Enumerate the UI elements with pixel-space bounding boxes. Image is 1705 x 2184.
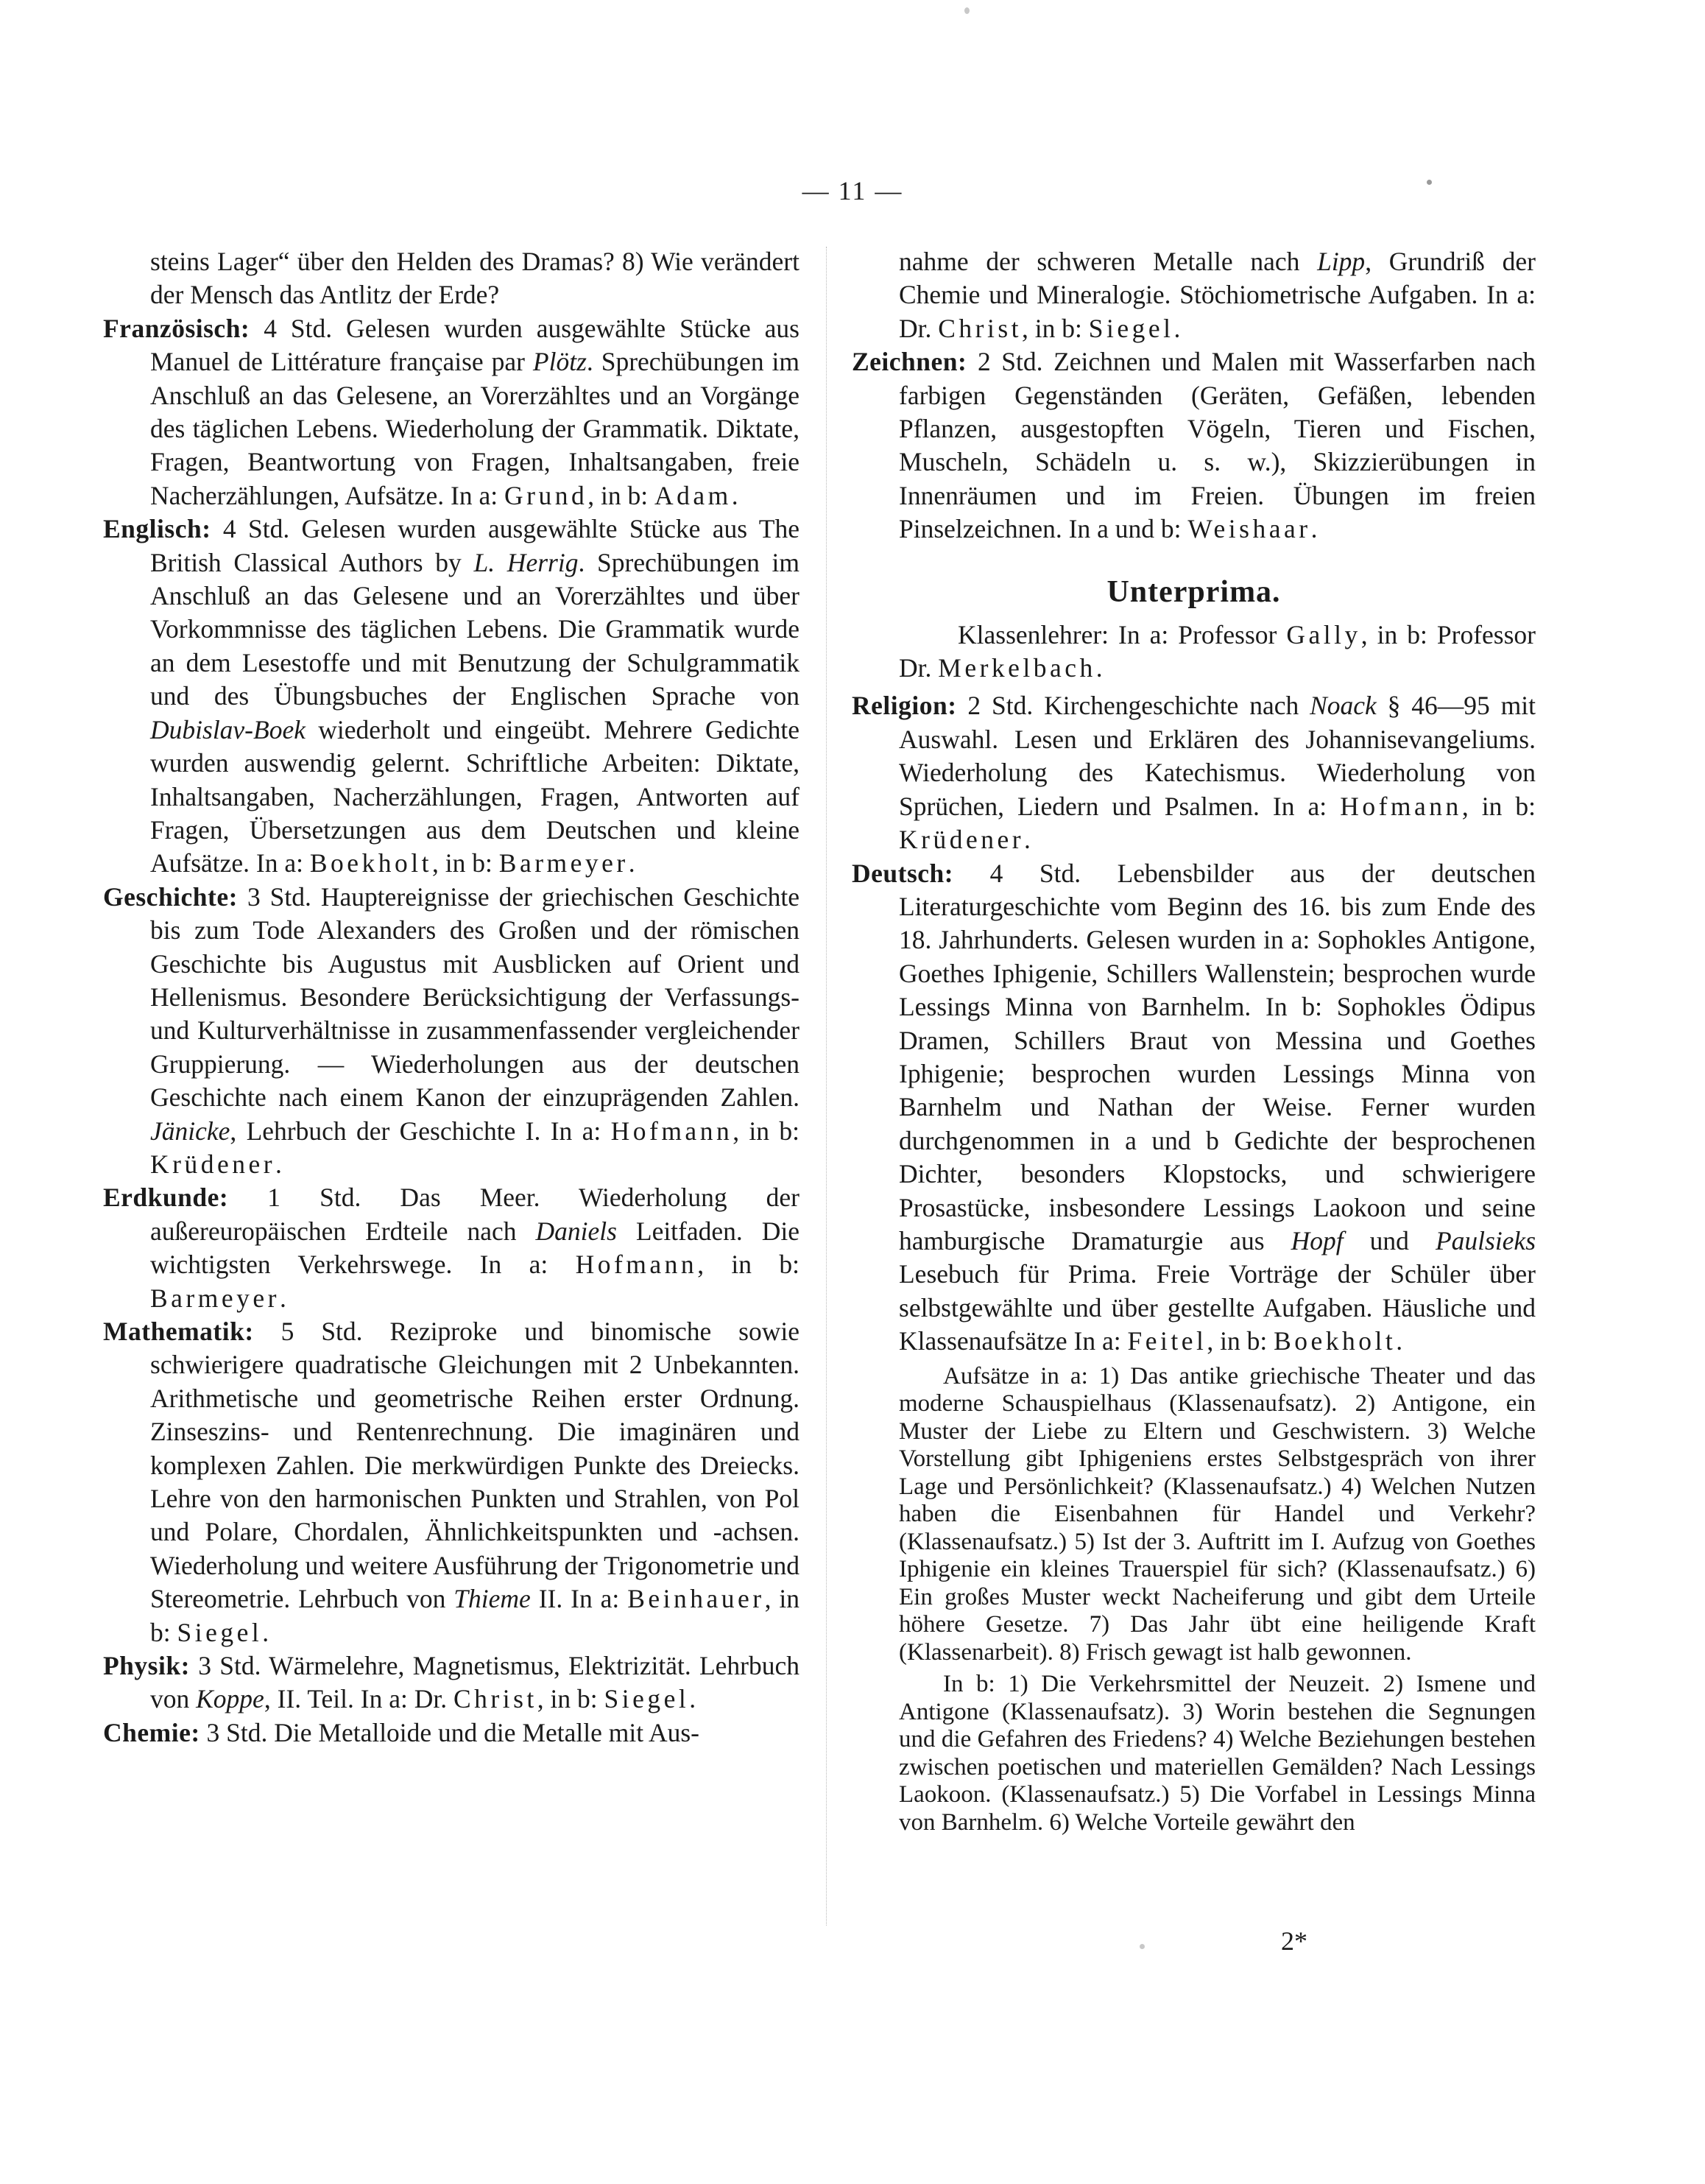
- subject-text: 3 Std. Die Metalloide und die Metalle mit Aus-: [200, 1717, 700, 1747]
- subject-text: Leitfaden. Die wichtigsten Verkehrswege. In a:: [150, 1216, 799, 1280]
- teacher-label: , in b: Professor Dr.: [899, 619, 1536, 683]
- subject-text: 1 Std. Das Meer. Wiederholung der außereuropäischen Erdteile nach: [150, 1183, 799, 1246]
- author-name: Hopf: [1291, 1225, 1344, 1255]
- author-name: Plötz: [532, 347, 587, 377]
- subject-heading: Mathematik:: [103, 1317, 254, 1346]
- teacher-name: Merkelbach: [938, 653, 1096, 683]
- section-heading: Unterprima.: [1106, 574, 1281, 609]
- subject-physik: [103, 1649, 799, 1716]
- subject-text: 5 Std. Reziproke und binomische sowie schwierigere quadratische Gleichungen mit 2 Unbekannten. Arithmetische und geometrische Reihen erster Ordnung. Zinseszins- und Rentenrechnung. Die imaginären und komplexen Zahlen. Die merkwürdigen Punkte des Dreiecks. Lehre von den harmonischen Punkten und Strahlen, von Pol und Polare, Chordalen, Ähnlichkeitspunkten und -achsen. Wiederholung und weitere Ausführung der Trigonometrie und Stereometrie. Lehrbuch von: [150, 1317, 799, 1614]
- subject-text: .: [731, 480, 738, 510]
- teacher-name: Hofmann: [1340, 791, 1462, 821]
- subject-text: 3 Std. Wärmelehre, Magnetismus, Elektrizität. Lehrbuch von: [150, 1651, 799, 1714]
- teacher-name: Hofmann: [575, 1250, 698, 1280]
- teacher-name: Christ: [938, 313, 1023, 343]
- print-speck: [964, 7, 970, 14]
- subject-mathematik: [103, 1315, 799, 1649]
- subject-heading: Zeichnen:: [852, 347, 967, 377]
- teacher-name: Krüdener: [899, 825, 1025, 855]
- subject-text: . Sprechübungen im Anschluß an das Gelesene, an Vorerzähltes und an Vorgänge des täglichen Lebens. Wiederholung der Grammatik. Diktate, Fragen, Beantwortung von Fragen, Inhaltsangaben, freie Nacherzählungen, Aufsätze. In a:: [150, 347, 799, 510]
- teacher-name: Krüdener: [150, 1149, 276, 1179]
- subject-englisch: [103, 512, 799, 880]
- subject-text: .: [628, 848, 635, 878]
- author-name: Noack: [1310, 691, 1377, 721]
- teacher-name: Boekholt: [309, 848, 433, 878]
- teacher-name: Feitel: [1127, 1326, 1207, 1356]
- teacher-name: Grund: [504, 480, 588, 510]
- subject-heading: Erdkunde:: [103, 1183, 229, 1213]
- author-name: L. Herrig: [473, 547, 579, 577]
- subject-text: .: [1173, 313, 1181, 343]
- teacher-label: .: [1095, 653, 1103, 683]
- subject-text: .: [275, 1149, 282, 1179]
- subject-text: , in b:: [1461, 791, 1536, 821]
- continuation-body: steins Lager“ über den Helden des Dramas? 8) Wie verändert der Mensch das Antlitz der Erde?: [150, 247, 799, 310]
- teacher-name: Siegel: [604, 1684, 690, 1714]
- teacher-name: Boekholt: [1274, 1326, 1397, 1356]
- author-name: Thieme: [453, 1584, 531, 1614]
- subject-text: , II. Teil. In a: Dr.: [264, 1684, 453, 1714]
- subject-zeichnen: [852, 345, 1536, 546]
- author-name: Koppe: [196, 1684, 264, 1714]
- subject-text: , in b:: [432, 848, 499, 878]
- subject-text: 2 Std. Kirchengeschichte nach: [956, 691, 1310, 721]
- essays-class-a: Aufsätze in a: 1) Das antike griechische Theater und das moderne Schauspielhaus (Klassenaufsatz). 2) Antigone, ein Muster der Liebe zu Eltern und Geschwistern. 3) Welche Vorstellung gibt Iphigeniens erstes Selbstgespräch von ihrer Lage und Persönlichkeit? (Klassenaufsatz.) 4) Welchen Nutzen haben die Eisenbahnen für Handel und Verkehr? (Klassenaufsatz.) 5) Ist der 3. Auftritt im I. Aufzug von Goethes Iphigenie ein kleines Trauerspiel für sich? (Klassenaufsatz.) 6) Ein großes Muster weckt Nacheiferung und gibt dem Urteile höhere Gesetze. 7) Das Jahr übt eine heiligende Kraft (Klassenarbeit). 8) Frisch gewagt ist halb gewonnen.: [899, 1362, 1536, 1666]
- left-column: [103, 245, 799, 1750]
- subject-heading: Physik:: [103, 1651, 190, 1681]
- teacher-name: Weishaar: [1187, 514, 1311, 544]
- subject-text: , in b:: [697, 1250, 799, 1280]
- subject-heading: Chemie:: [103, 1717, 200, 1747]
- subject-text: , in b:: [733, 1116, 799, 1146]
- subject-text: und: [1343, 1225, 1436, 1255]
- subject-religion: [852, 689, 1536, 856]
- subject-text: nahme der schweren Metalle nach: [899, 247, 1318, 276]
- continuation-text: [103, 245, 799, 312]
- teacher-name: Siegel: [177, 1617, 263, 1647]
- right-column: [852, 245, 1536, 1836]
- subject-text: 2 Std. Zeichnen und Malen mit Wasserfarben nach farbigen Gegenständen (Geräten, Gefäßen, lebenden Pflanzen, ausgestopften Vögeln, Tieren und Fischen, Muscheln, Schädeln u. s. w.), Skizzierübungen in Innenräumen und im Freien. Übungen im freien Pinselzeichnen. In a und b:: [899, 347, 1536, 544]
- subject-text: .: [1310, 514, 1318, 544]
- teacher-name: Hofmann: [610, 1116, 733, 1146]
- class-teacher-line: [852, 619, 1536, 686]
- print-speck: [1427, 180, 1432, 185]
- author-name: Lipp: [1317, 247, 1366, 276]
- subject-text: . Sprechübungen im Anschluß an das Gelesene und an Vorerzähltes und über Vorkommnisse des täglichen Lebens. Die Grammatik wurde an dem Lesestoffe und mit Benutzung der Schulgrammatik und des Übungsbuches der Englischen Sprache von: [150, 547, 800, 711]
- subject-text: , in b:: [1022, 313, 1089, 343]
- author-name: Dubislav-Boek: [150, 714, 306, 744]
- subject-text: .: [1396, 1326, 1403, 1356]
- subject-text: 4 Std. Lebensbilder aus der deutschen Literaturgeschichte vom Beginn des 16. bis zum Ende des 18. Jahrhunderts. Gelesen wurden in a: Sophokles Antigone, Goethes Iphigenie, Schillers Wallenstein; besprochen wurde Lessings Minna von Barnhelm. In b: Sophokles Ödipus Dramen, Schillers Braut von Messina und Goethes Iphigenie; besprochen wurden Lessings Minna von Barnhelm und Nathan der Weise. Ferner wurden durchgenommen in a und b Gedichte der besprochenen Dichter, besonders Klopstocks, und schwierigere Prosastücke, insbesondere Lessings Laokoon und seine hamburgische Dramaturgie aus: [899, 858, 1536, 1255]
- subject-text: II. In a:: [530, 1584, 628, 1614]
- essays-class-b: In b: 1) Die Verkehrsmittel der Neuzeit. 2) Ismene und Antigone (Klassenaufsatz). 3) Worin bestehen die Segnungen und die Gefahren des Friedens? 4) Welche Beziehungen bestehen zwischen poetischen und materiellen Gemälden? Nach Lessings Laokoon. (Klassenaufsatz.) 5) Die Vorfabel in Lessings Minna von Barnhelm. 6) Welche Vorteile gewährt den: [899, 1671, 1536, 1836]
- teacher-name: Barmeyer: [498, 848, 629, 878]
- subject-text: .: [689, 1684, 696, 1714]
- author-name: Paulsieks: [1435, 1225, 1536, 1255]
- page-number: — 11 —: [802, 176, 903, 205]
- subject-text: , Lehrbuch der Geschichte I. In a:: [230, 1116, 611, 1146]
- subject-text: , in b:: [587, 480, 654, 510]
- teacher-label: Klassenlehrer: In a: Professor: [958, 619, 1287, 649]
- subject-text: § 46—95 mit Auswahl. Lesen und Erklären des Johannisevangeliums. Wiederholung des Katechismus. Wiederholung von Sprüchen, Liedern und Psalmen. In a:: [899, 691, 1536, 821]
- author-name: Jänicke: [150, 1116, 230, 1146]
- subject-heading: Französisch:: [103, 313, 250, 343]
- subject-text: .: [262, 1617, 269, 1647]
- teacher-name: Barmeyer: [150, 1283, 280, 1313]
- teacher-name: Beinhauer: [627, 1584, 765, 1614]
- subject-text: , Grundriß der Chemie und Mineralogie. Stöchiometrische Aufgaben. In a: Dr.: [899, 247, 1536, 343]
- print-speck: [1140, 1944, 1145, 1949]
- subject-text: 3 Std. Hauptereignisse der griechischen Geschichte bis zum Tode Alexanders des Großen und der römischen Geschichte bis Augustus mit Ausblicken auf Orient und Hellenismus. Besondere Berücksichtigung der Verfassungs- und Kulturverhältnisse in zusammenfassender vergleichender Gruppierung. — Wiederholungen aus der deutschen Geschichte nach einem Kanon der einzuprägenden Zahlen.: [150, 881, 799, 1113]
- subject-erdkunde: [103, 1181, 799, 1315]
- subject-heading: Geschichte:: [103, 881, 238, 912]
- subject-text: , in b:: [537, 1684, 604, 1714]
- teacher-name: Gally: [1286, 619, 1361, 649]
- subject-deutsch: [852, 857, 1536, 1359]
- subject-heading: Religion:: [852, 691, 957, 721]
- subject-text: 4 Std. Gelesen wurden ausgewählte Stücke aus Manuel de Littérature française par: [150, 313, 799, 377]
- subject-text: , in b:: [1207, 1326, 1274, 1356]
- subject-franzoesisch: [103, 312, 799, 512]
- subject-text: .: [279, 1283, 286, 1313]
- subject-text: Lesebuch für Prima. Freie Vorträge der Schüler über selbstgewählte und über gestellte Aufgaben. Häusliche und Klassenaufsätze In a:: [899, 1259, 1536, 1356]
- column-divider: [826, 247, 827, 1926]
- subject-text: 4 Std. Gelesen wurden ausgewählte Stücke aus The British Classical Authors by: [150, 514, 799, 577]
- page-signature: 2*: [1281, 1926, 1307, 1956]
- subject-chemie: [103, 1716, 799, 1750]
- subject-heading: Englisch:: [103, 514, 211, 544]
- continuation-text: [852, 245, 1536, 345]
- subject-geschichte: [103, 881, 799, 1182]
- subject-text: wiederholt und eingeübt. Mehrere Gedichte wurden auswendig gelernt. Schriftliche Arbeiten: Diktate, Inhaltsangaben, Nacherzählungen, Fragen, Antworten auf Fragen, Übersetzungen aus dem Deutschen und kleine Aufsätze. In a:: [150, 714, 799, 878]
- author-name: Daniels: [535, 1216, 617, 1246]
- teacher-name: Christ: [453, 1684, 537, 1714]
- subject-text: .: [1024, 825, 1031, 855]
- subject-text: , in b:: [150, 1584, 799, 1647]
- teacher-name: Siegel: [1088, 313, 1174, 343]
- teacher-name: Adam: [654, 480, 732, 510]
- subject-heading: Deutsch:: [852, 858, 954, 888]
